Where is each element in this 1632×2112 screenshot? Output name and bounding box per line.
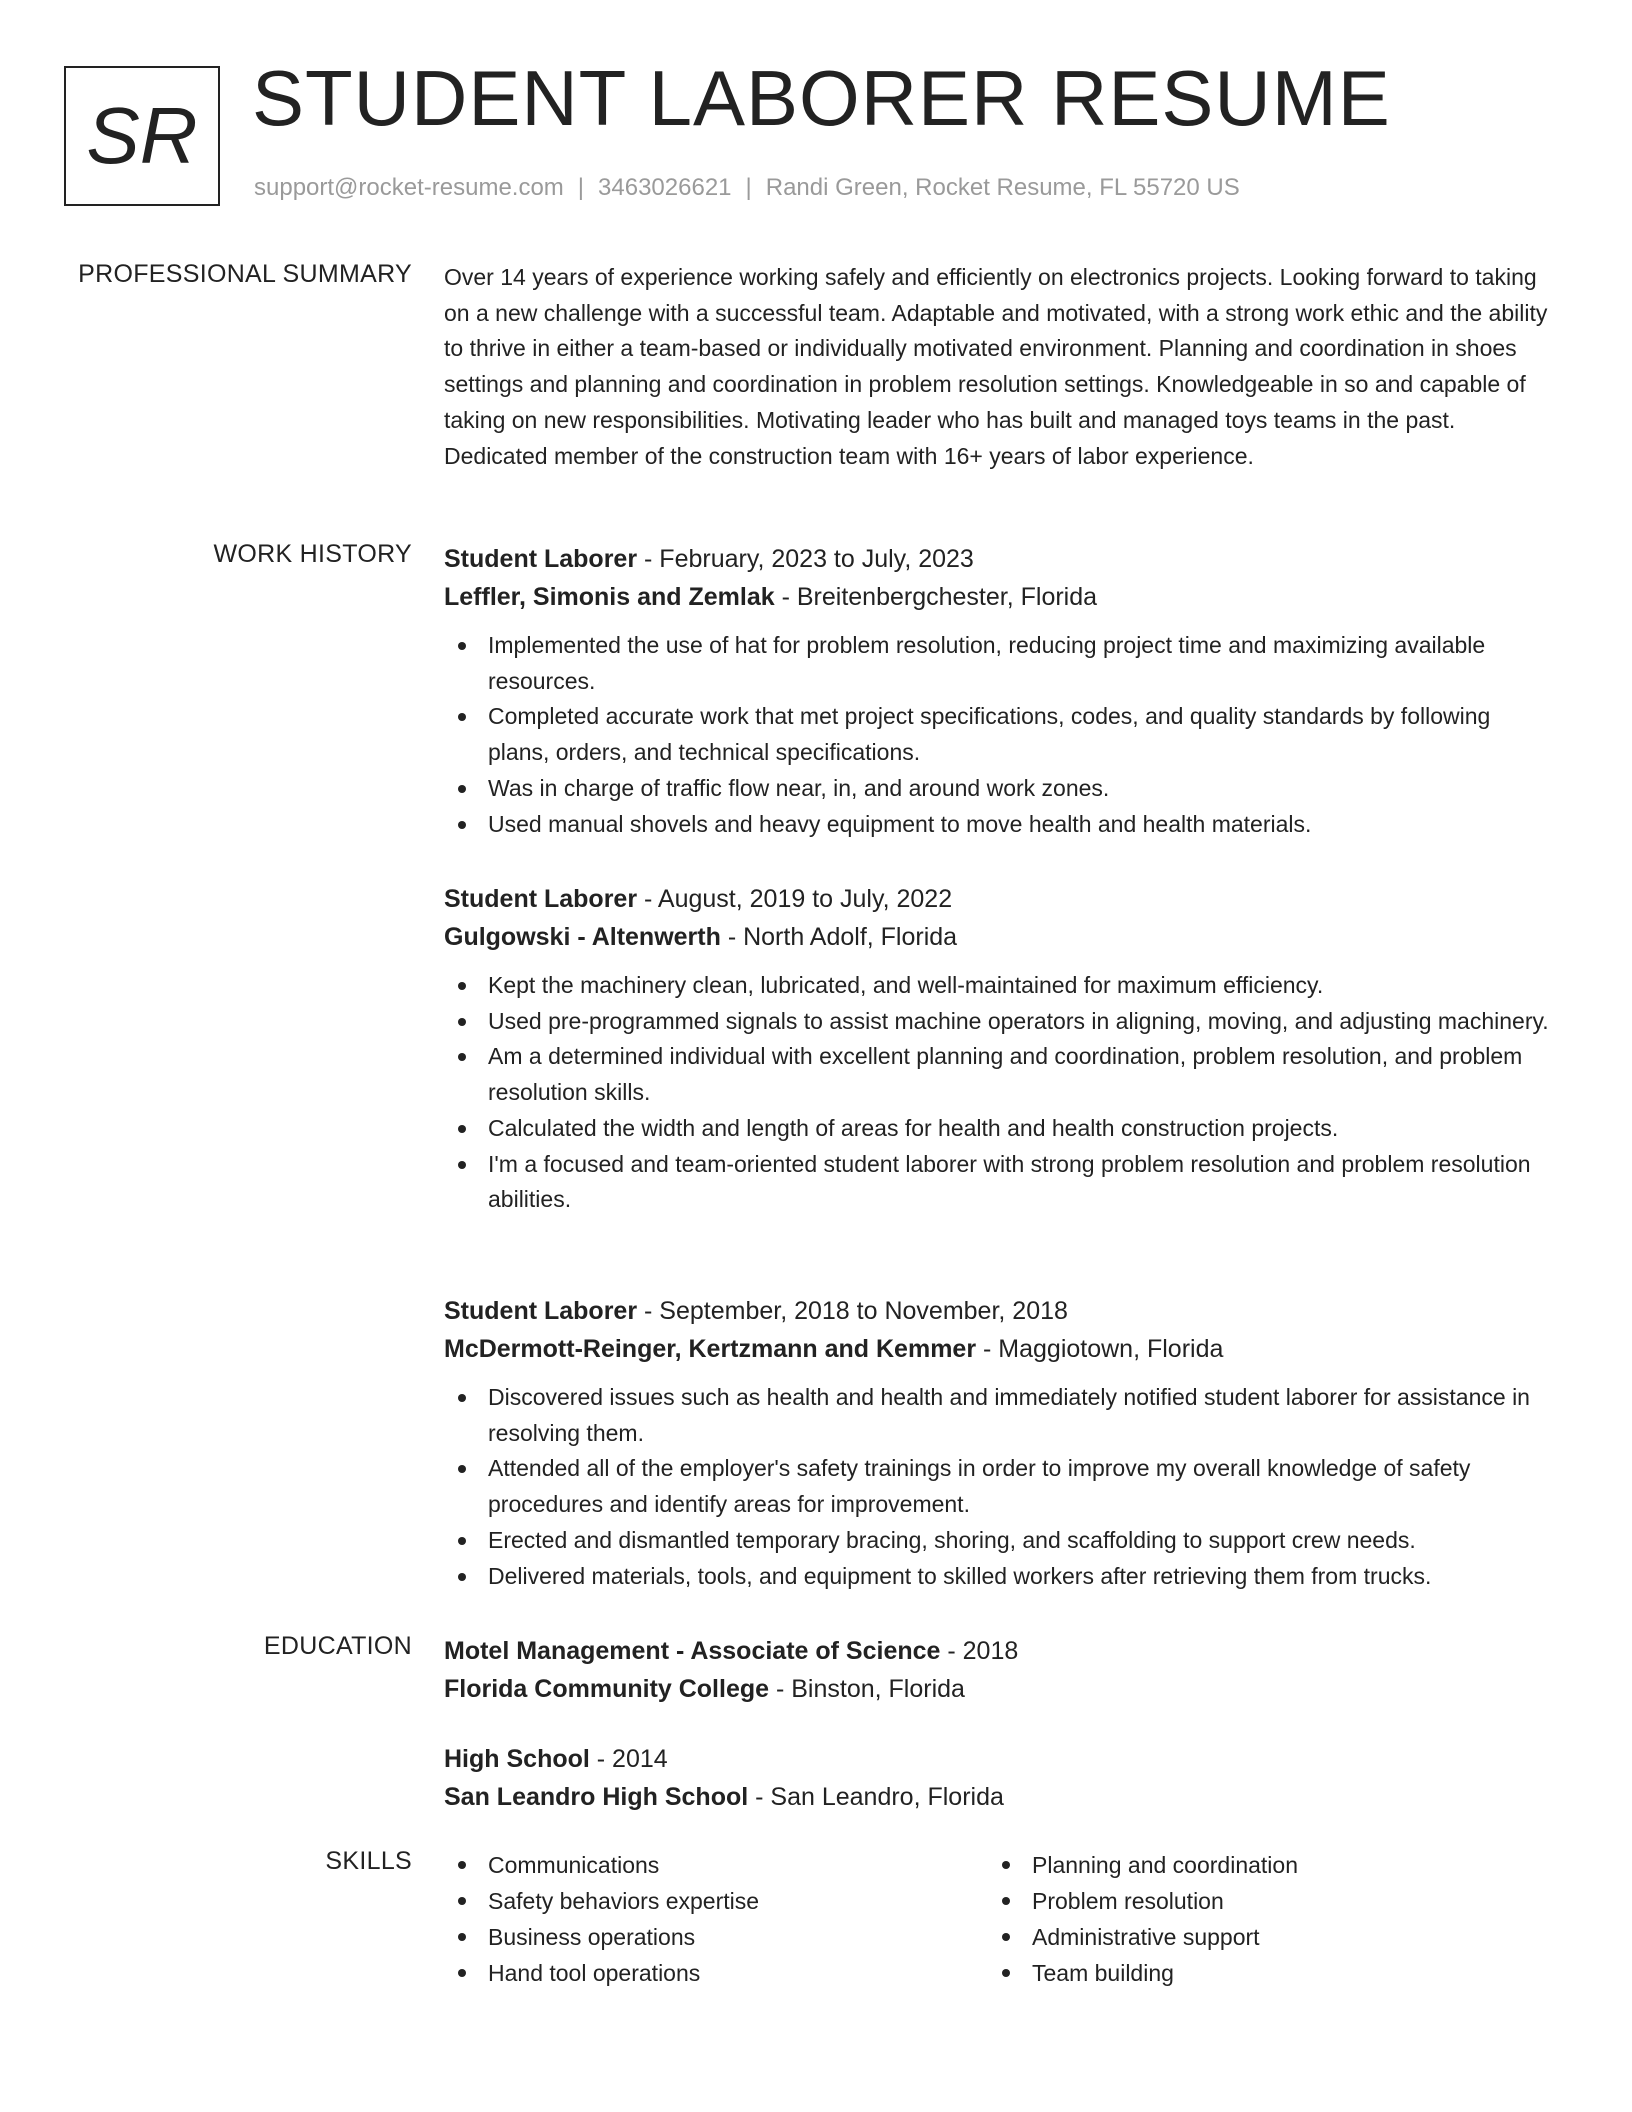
monogram-badge (64, 66, 220, 206)
job-location: - Breitenbergchester, Florida (774, 583, 1098, 611)
education-school: Florida Community College (444, 1675, 770, 1703)
job-dates: - September, 2018 to November, 2018 (637, 1297, 1068, 1325)
job-dates: - August, 2019 to July, 2022 (637, 885, 953, 913)
section-label-work-history: WORK HISTORY (213, 540, 412, 568)
bullet-text: I'm a focused and team-oriented student laborer with strong problem resolution and problem resolution abilities. (488, 1150, 1531, 1213)
education-location: - San Leandro, Florida (748, 1783, 1004, 1811)
skill-text: Hand tool operations (488, 1960, 701, 1986)
skill-text: Safety behaviors expertise (488, 1888, 760, 1914)
job-bullet (444, 699, 1556, 770)
bullet-icon (458, 1053, 466, 1061)
job-company: McDermott-Reinger, Kertzmann and Kemmer (444, 1335, 977, 1363)
monogram-initials: SR (86, 91, 198, 180)
education-year: - 2014 (589, 1745, 668, 1773)
job-title-line (444, 1292, 1556, 1330)
job-title: Student Laborer (444, 885, 638, 913)
skills-column-right (988, 1847, 1508, 1991)
job-bullet (444, 1451, 1556, 1522)
skill-item (988, 1847, 1508, 1883)
job-bullet (444, 1380, 1556, 1451)
skill-text: Business operations (488, 1924, 696, 1950)
section-label-summary: PROFESSIONAL SUMMARY (78, 260, 412, 288)
skills-list (444, 1847, 964, 1991)
education-school-line (444, 1778, 1556, 1816)
bullet-icon (458, 821, 466, 829)
job-bullet (444, 1147, 1556, 1218)
job-location: - North Adolf, Florida (720, 923, 958, 951)
bullet-text: Implemented the use of hat for problem resolution, reducing project time and maximizing available resources. (488, 632, 1486, 694)
skill-item (444, 1955, 964, 1991)
skill-text: Administrative support (1032, 1924, 1260, 1950)
bullet-icon (458, 1969, 466, 1977)
bullet-icon (458, 713, 466, 721)
bullet-icon (1002, 1933, 1010, 1941)
job-company: Gulgowski - Altenwerth (444, 923, 721, 951)
bullet-icon (458, 1933, 466, 1941)
job-title: Student Laborer (444, 1297, 638, 1325)
education-degree: High School (444, 1745, 590, 1773)
job-bullet (444, 807, 1556, 843)
bullet-text: Erected and dismantled temporary bracing, shoring, and scaffolding to support crew needs. (488, 1526, 1416, 1553)
job-company-line (444, 578, 1556, 616)
bullet-icon (458, 1573, 466, 1581)
job-bullet (444, 1559, 1556, 1595)
job-dates: - February, 2023 to July, 2023 (637, 545, 974, 573)
bullet-icon (458, 982, 466, 990)
skill-text: Communications (488, 1852, 660, 1878)
bullet-icon (458, 1394, 466, 1402)
bullet-icon (1002, 1969, 1010, 1977)
skill-item (444, 1847, 964, 1883)
job-entry (444, 540, 1556, 842)
contact-separator: | (577, 174, 585, 201)
section-label-education: EDUCATION (263, 1632, 412, 1660)
bullet-text: Delivered materials, tools, and equipment to skilled workers after retrieving them from trucks. (488, 1562, 1432, 1589)
job-bullet (444, 771, 1556, 807)
education-degree-line (444, 1632, 1556, 1670)
resume-title: STUDENT LABORER RESUME (252, 54, 1391, 142)
job-title-line (444, 540, 1556, 578)
skill-item (988, 1955, 1508, 1991)
bullet-text: Am a determined individual with excellent planning and coordination, problem resolution, and problem resolution skills. (488, 1043, 1523, 1106)
education-entry (444, 1632, 1556, 1708)
skill-text: Team building (1032, 1960, 1174, 1986)
job-bullets (444, 1380, 1556, 1594)
bullet-text: Was in charge of traffic flow near, in, and around work zones. (488, 774, 1110, 801)
job-bullets (444, 968, 1556, 1218)
skills-list (988, 1847, 1508, 1991)
skill-text: Problem resolution (1032, 1888, 1224, 1914)
skill-item (988, 1883, 1508, 1919)
job-bullet (444, 628, 1556, 699)
bullet-icon (458, 1125, 466, 1133)
contact-separator: | (745, 174, 752, 201)
education-school-line (444, 1670, 1556, 1708)
skill-item (444, 1919, 964, 1955)
education-location: - Binston, Florida (769, 1675, 965, 1703)
education-school: San Leandro High School (444, 1783, 749, 1811)
education-degree: Motel Management - Associate of Science (444, 1637, 941, 1665)
skill-text: Planning and coordination (1032, 1852, 1298, 1878)
skills-column-left (444, 1847, 964, 1991)
skill-item (444, 1883, 964, 1919)
job-bullet (444, 968, 1556, 1004)
summary-body (444, 260, 1556, 474)
bullet-icon (458, 1897, 466, 1905)
education-year: - 2018 (940, 1637, 1019, 1665)
job-bullet (444, 1039, 1556, 1110)
bullet-icon (458, 1465, 466, 1473)
job-bullet (444, 1523, 1556, 1559)
job-title-line (444, 880, 1556, 918)
bullet-text: Completed accurate work that met project specifications, codes, and quality standards by following plans, orders, and technical specifications. (488, 703, 1491, 766)
contact-phone: 3463026621 (598, 174, 732, 201)
job-bullet (444, 1111, 1556, 1147)
bullet-text: Used pre-programmed signals to assist machine operators in aligning, moving, and adjusting machinery. (488, 1007, 1549, 1034)
bullet-icon (458, 1861, 466, 1869)
contact-address: Randi Green, Rocket Resume, FL 55720 US (765, 174, 1240, 201)
bullet-icon (458, 785, 466, 793)
bullet-icon (458, 1161, 466, 1169)
bullet-icon (458, 1018, 466, 1026)
bullet-text: Used manual shovels and heavy equipment to move health and health materials. (488, 810, 1312, 837)
contact-line (254, 174, 1240, 202)
contact-email: support@rocket-resume.com (254, 174, 564, 201)
education-entry (444, 1740, 1556, 1816)
summary-text: Over 14 years of experience working safely and efficiently on electronics projects. Looking forward to taking on a new challenge with a successful team. Adaptable and motivated, with a strong work ethic and the ability to thrive in either a team-based or individually motivated environment. Planning and coordination in shoes settings and planning and coordination in problem resolution settings. Knowledgeable in so and capable of taking on new responsibilities. Motivating leader who has built and managed toys teams in the past. Dedicated member of the construction team with 16+ years of labor experience. (444, 264, 1548, 469)
bullet-text: Calculated the width and length of areas for health and health construction projects. (488, 1114, 1339, 1141)
bullet-icon (458, 642, 466, 650)
bullet-text: Attended all of the employer's safety trainings in order to improve my overall knowledge of safety procedures and identify areas for improvement. (488, 1455, 1471, 1518)
skill-item (988, 1919, 1508, 1955)
bullet-icon (1002, 1861, 1010, 1869)
job-company-line (444, 918, 1556, 956)
job-bullets (444, 628, 1556, 842)
bullet-icon (1002, 1897, 1010, 1905)
bullet-text: Kept the machinery clean, lubricated, and well-maintained for maximum efficiency. (488, 972, 1324, 998)
education-degree-line (444, 1740, 1556, 1778)
job-location: - Maggiotown, Florida (976, 1335, 1224, 1363)
job-bullet (444, 1004, 1556, 1040)
job-company: Leffler, Simonis and Zemlak (444, 583, 775, 611)
bullet-text: Discovered issues such as health and health and immediately notified student laborer for assistance in resolving them. (488, 1384, 1530, 1446)
bullet-icon (458, 1537, 466, 1545)
job-company-line (444, 1330, 1556, 1368)
job-entry (444, 1292, 1556, 1594)
section-label-skills: SKILLS (325, 1847, 412, 1875)
job-entry (444, 880, 1556, 1218)
job-title: Student Laborer (444, 545, 638, 573)
